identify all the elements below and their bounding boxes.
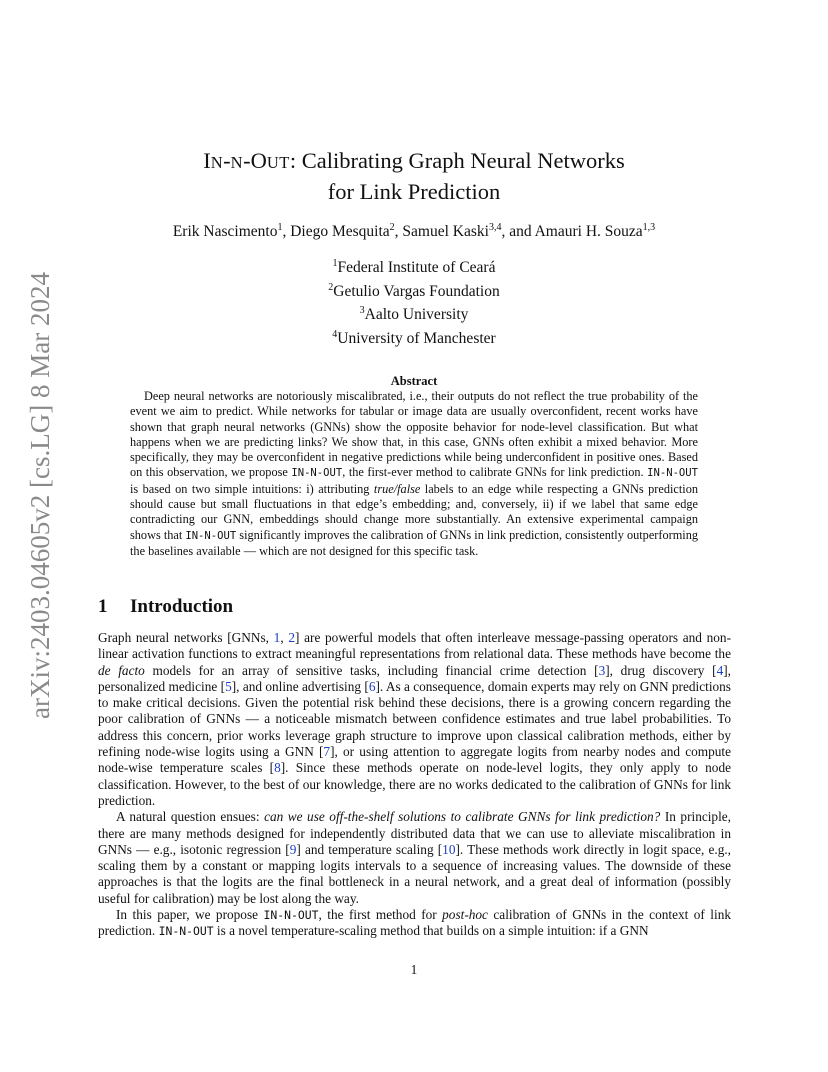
citation-link[interactable]: 7 — [323, 744, 331, 760]
citation-link[interactable]: 5 — [225, 678, 232, 694]
paragraph: Graph neural networks [GNNs, 1, 2] are powerful models that often interleave message-passing operators and non-linear activation functions to extract meaningful representations from relational data. These methods have become the de facto models for an array of sensitive tasks, including financial crime detection [3], drug discovery [4], personalized medicine [5], and online advertising [6]. As a consequence, domain experts may rely on GNN predictions to make critical decisions. Given the potential risk behind these decisions, there is a growing concern regarding the poor calibration of GNNs — a noticeable mismatch between confidence estimates and true label probabilities. To address this concern, prior works leverage graph structure to improve upon classical calibration methods, either by refining node-wise logits using a GNN [7], or using attention to aggregate logits from nearby nodes and compute node-wise temperature scales [8]. Since these methods operate on node-level logits, they only apply to node classification. However, to the best of our knowledge, there are no works dedicated to the calibration of GNNs for link prediction. — [98, 630, 731, 808]
section-title: Introduction — [130, 596, 234, 617]
affiliations — [0, 254, 828, 349]
paragraph: A natural question ensues: can we use off-the-shelf solutions to calibrate GNNs for link prediction? In principle, there are many methods designed for independently distributed data that we can use to alleviate miscalibration in GNNs — e.g., isotonic regression [9] and temperature scaling [10]. These methods work directly in logit space, e.g., scaling them by a constant or mapping logits intervals to a sequence of increasing values. The downside of these approaches is that the logits are the final bottleneck in a neural network, and a great deal of information (possibly useful for calibration) may be lost along the way. — [98, 809, 732, 906]
author-name: Samuel Kaski — [402, 223, 489, 241]
affiliation: $^4$University of Manchester — [332, 328, 496, 348]
paragraph: In this paper, we propose IN-N-OUT, the first method for post-hoc calibration of GNNs in the context of link prediction. IN-N-OUT is a novel temperature-scaling method that builds on a simple intuition: if a GNN — [98, 907, 731, 939]
title-line-1: IN-N-OUT: Calibrating Graph Neural Networks — [203, 148, 625, 173]
method-name: IN-N-OUT — [263, 908, 319, 923]
author-name: Amauri H. Souza — [534, 223, 643, 241]
citation-link[interactable]: 9 — [289, 841, 297, 857]
method-name: IN-N-OUT — [185, 529, 237, 542]
author-name: Erik Nascimento — [172, 223, 278, 241]
citation-link[interactable]: 2 — [288, 630, 295, 645]
arxiv-stamp-text: arXiv:2403.04605v2 [cs.LG] 8 Mar 2024 — [24, 271, 55, 719]
citation-link[interactable]: 6 — [368, 678, 376, 694]
method-name: IN-N-OUT — [158, 924, 214, 939]
citation-link[interactable]: 1 — [273, 630, 281, 645]
citation-link[interactable]: 4 — [716, 662, 724, 678]
section-number: 1 — [98, 596, 108, 617]
abstract-heading: Abstract — [390, 374, 438, 388]
title-line-2: for Link Prediction — [327, 179, 501, 204]
citation-link[interactable]: 3 — [598, 662, 606, 678]
page-number: 1 — [410, 962, 418, 977]
affiliation: $^1$Federal Institute of Ceará — [332, 258, 496, 277]
abstract-body: Deep neural networks are notoriously miscalibrated, i.e., their outputs do not reflect the true probability of the event we aim to predict. While networks for tabular or image data are usually overconfident, recent works have shown that graph neural networks (GNNs) show the opposite behavior for node-level classification. But what happens when we are predicting links? We show that, in this case, GNNs often exhibit a mixed behavior. More specifically, they may be overconfident in negative predictions while being underconfident in positive ones. Based on this observation, we propose IN-N-OUT, the first-ever method to calibrate GNNs for link prediction. IN-N-OUT is based on two simple intuitions: i) attributing true/false labels to an edge while respecting a GNNs prediction should cause but small fluctuations in that edge’s embedding; and, conversely, ii) if we label that same edge contradicting our GNN, embeddings should change more substantially. An extensive experimental campaign shows that IN-N-OUT significantly improves the calibration of GNNs in link prediction, consistently outperforming the baselines available — which are not designed for this specific task. — [130, 389, 699, 558]
citation-link[interactable]: 8 — [274, 760, 281, 776]
affiliation: $^3$Aalto University — [359, 305, 469, 324]
method-name: IN-N-OUT — [647, 467, 699, 480]
paper-title — [0, 146, 828, 206]
section-heading — [98, 596, 233, 618]
author-name: Diego Mesquita — [290, 223, 390, 241]
arxiv-stamp — [14, 271, 66, 719]
author-list: Erik Nascimento$^1$, Diego Mesquita$^2$, Samuel Kaski$^{3,4}$, and Amauri H. Souza$^{1,3}$ — [172, 222, 656, 241]
affiliation: $^2$Getulio Vargas Foundation — [328, 281, 500, 300]
method-name: IN-N-OUT — [291, 467, 343, 480]
citation-link[interactable]: 10 — [442, 841, 456, 857]
section-body — [98, 630, 731, 940]
